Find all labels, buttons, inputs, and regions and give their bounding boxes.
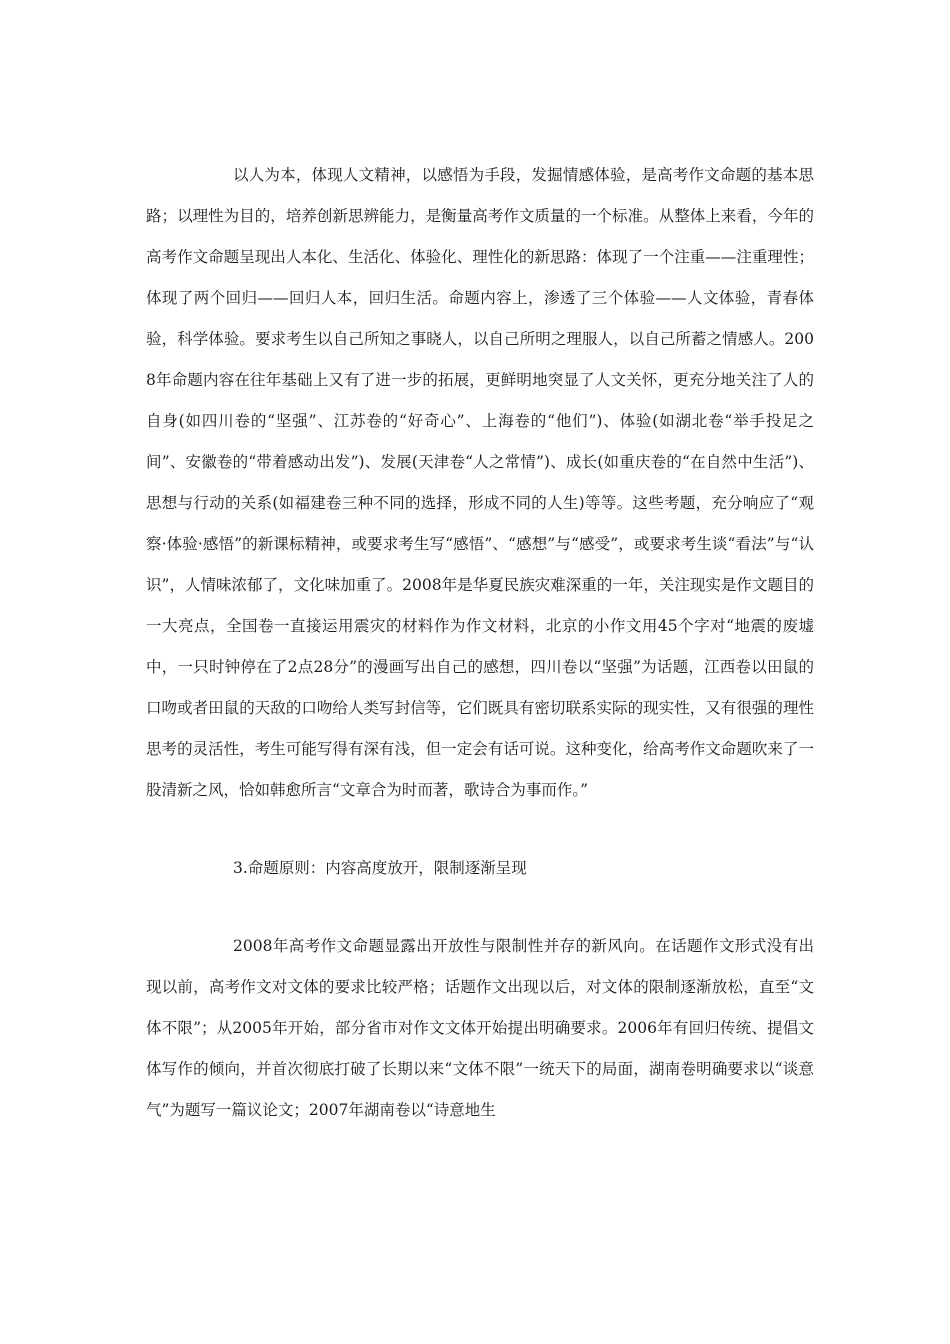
document-page (146, 155, 814, 1131)
section-heading: 3.命题原则：内容高度放开，限制逐渐呈现 (233, 859, 527, 877)
body-paragraph-1: 以人为本，体现人文精神，以感悟为手段，发掘情感体验，是高考作文命题的基本思路；以理性为目的，培养创新思辨能力，是衡量高考作文质量的一个标准。从整体上来看，今年的高考作文命题呈现出人本化、生活化、体验化、理性化的新思路：体现了一个注重——注重理性；体现了两个回归——回归人本，回归生活。命题内容上，渗透了三个体验——人文体验，青春体验，科学体验。要求考生以自己所知之事晓人，以自己所明之理服人，以自己所蓄之情感人。2008年命题内容在往年基础上又有了进一步的拓展，更鲜明地突显了人文关怀，更充分地关注了人的自身(如四川卷的“坚强”、江苏卷的“好奇心”、上海卷的“他们”)、体验(如湖北卷“举手投足之间”、安徽卷的“带着感动出发”)、发展(天津卷“人之常情”)、成长(如重庆卷的“在自然中生活”)、思想与行动的关系(如福建卷三种不同的选择，形成不同的人生)等等。这些考题，充分响应了“观察·体验·感悟”的新课标精神，或要求考生写“感悟”、“感想”与“感受”，或要求考生谈“看法”与“认识”，人情味浓郁了，文化味加重了。2008年是华夏民族灾难深重的一年，关注现实是作文题目的一大亮点，全国卷一直接运用震灾的材料作为作文材料，北京的小作文用45个字对“地震的废墟中，一只时钟停在了2点28分”的漫画写出自己的感想，四川卷以“坚强”为话题，江西卷以田鼠的口吻或者田鼠的天敌的口吻给人类写封信等，它们既具有密切联系实际的现实性，又有很强的理性思考的灵活性，考生可能写得有深有浅，但一定会有话可说。这种变化，给高考作文命题吹来了一股清新之风，恰如韩愈所言“文章合为时而著，歌诗合为事而作。” (146, 166, 814, 799)
body-paragraph-2: 2008年高考作文命题显露出开放性与限制性并存的新风向。在话题作文形式没有出现以前，高考作文对文体的要求比较严格；话题作文出现以后，对文体的限制逐渐放松，直至“文体不限”；从2005年开始，部分省市对作文文体开始提出明确要求。2006年有回归传统、提倡文体写作的倾向，并首次彻底打破了长期以来“文体不限”一统天下的局面，湖南卷明确要求以“谈意气”为题写一篇议论文；2007年湖南卷以“诗意地生 (146, 937, 814, 1119)
